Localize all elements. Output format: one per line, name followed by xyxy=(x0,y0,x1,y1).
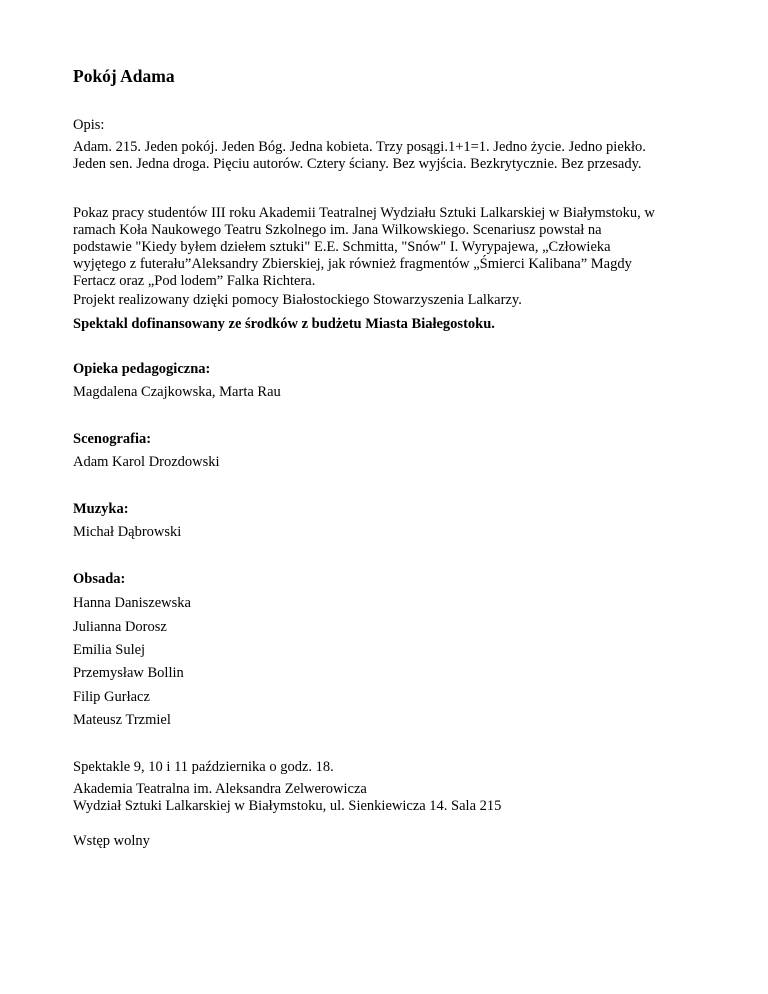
pedagogy-value: Magdalena Czajkowska, Marta Rau xyxy=(73,384,281,400)
show-line: ramach Koła Naukowego Teatru Szkolnego im. Jana Wilkowskiego. Scenariusz powstał na xyxy=(73,222,602,238)
description-text xyxy=(73,139,646,173)
show-line: podstawie "Kiedy byłem dziełem sztuki" E.E. Schmitta, "Snów" I. Wyrypajewa, „Człowieka xyxy=(73,239,611,255)
cast-label: Obsada: xyxy=(73,571,126,587)
venue-line: Akademia Teatralna im. Aleksandra Zelwerowicza xyxy=(73,781,367,797)
music-value: Michał Dąbrowski xyxy=(73,524,182,540)
cast-member: Mateusz Trzmiel xyxy=(73,712,171,728)
cast-member: Emilia Sulej xyxy=(73,642,146,658)
venue-line: Wydział Sztuki Lalkarskiej w Białymstoku, ul. Sienkiewicza 14. Sala 215 xyxy=(73,798,502,814)
music-label: Muzyka: xyxy=(73,501,129,517)
scenography-value: Adam Karol Drozdowski xyxy=(73,454,220,470)
schedule: Spektakle 9, 10 i 11 października o godz. 18. xyxy=(73,759,334,775)
cast-member: Julianna Dorosz xyxy=(73,619,167,635)
project-note: Projekt realizowany dzięki pomocy Białostockiego Stowarzyszenia Lalkarzy. xyxy=(73,292,522,308)
description-label: Opis: xyxy=(73,117,105,133)
show-line: Fertacz oraz „Pod lodem” Falka Richtera. xyxy=(73,273,316,289)
show-line: wyjętego z futerału”Aleksandry Zbierskiej, jak również fragmentów „Śmierci Kalibana” Magdy xyxy=(73,256,632,272)
description-line: Jeden sen. Jedna droga. Pięciu autorów. Cztery ściany. Bez wyjścia. Bezkrytycznie. Bez przesady. xyxy=(73,156,642,172)
cast-member: Przemysław Bollin xyxy=(73,665,184,681)
cast-member: Filip Gurłacz xyxy=(73,689,150,705)
venue xyxy=(73,781,501,815)
cast-member: Hanna Daniszewska xyxy=(73,595,191,611)
document-title: Pokój Adama xyxy=(73,66,175,86)
admission: Wstęp wolny xyxy=(73,833,150,849)
show-line: Pokaz pracy studentów III roku Akademii Teatralnej Wydziału Sztuki Lalkarskiej w Białymstoku, w xyxy=(73,205,655,221)
show-description xyxy=(73,205,655,290)
pedagogy-label: Opieka pedagogiczna: xyxy=(73,361,211,377)
scenography-label: Scenografia: xyxy=(73,431,152,447)
funding-note: Spektakl dofinansowany ze środków z budżetu Miasta Białegostoku. xyxy=(73,316,495,332)
description-line: Adam. 215. Jeden pokój. Jeden Bóg. Jedna kobieta. Trzy posągi.1+1=1. Jedno życie. Jedno piekło. xyxy=(73,139,646,155)
